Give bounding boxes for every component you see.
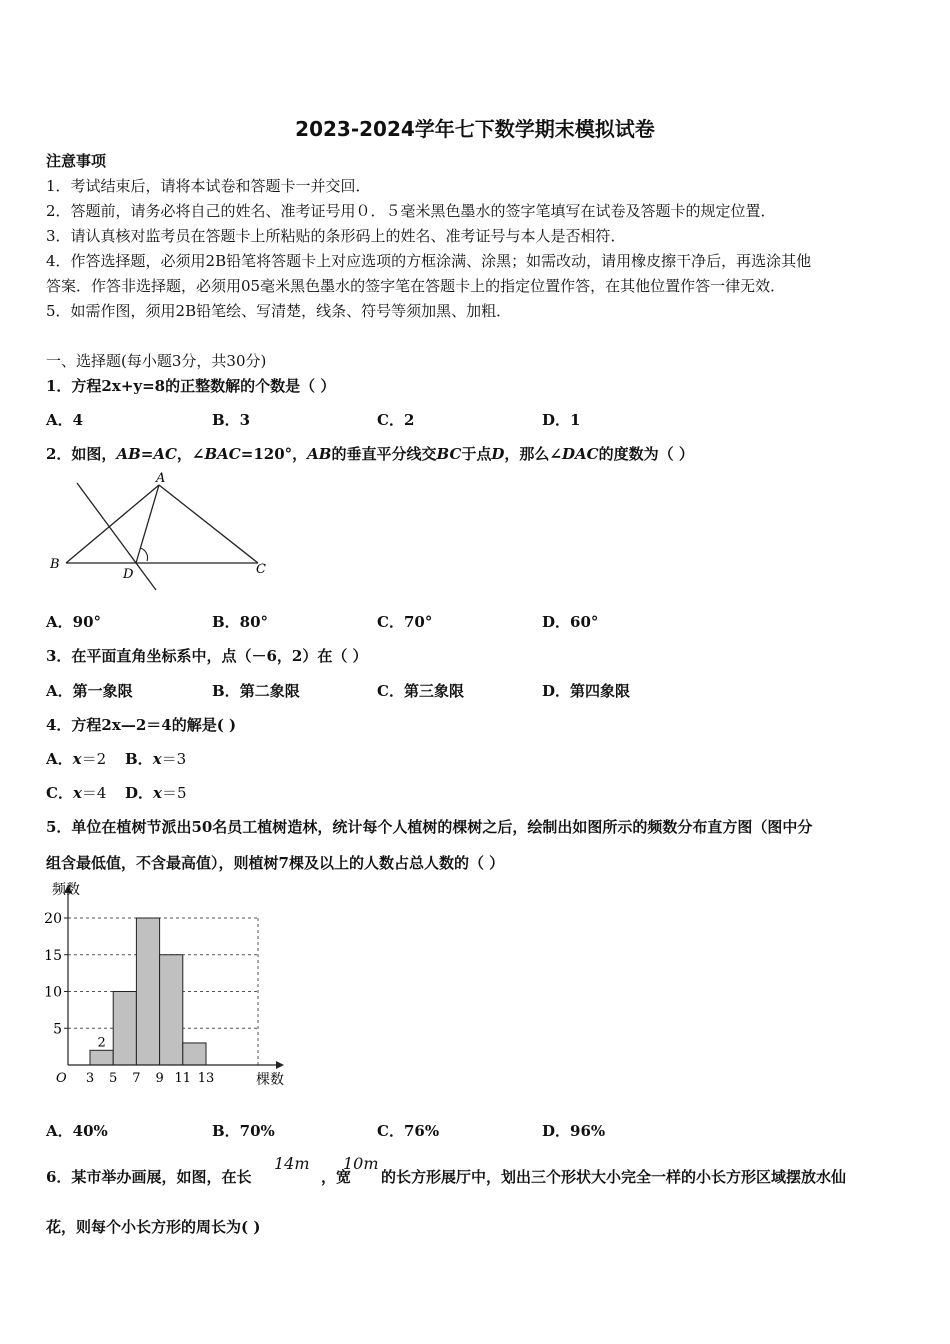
- x-tick-label: 3: [85, 1071, 95, 1086]
- histogram-bar: [160, 955, 183, 1065]
- q6-stem-part1: 6．某市举办画展，如图，在长: [46, 1168, 252, 1186]
- option-letter: C．: [377, 682, 404, 700]
- option-var: x: [72, 784, 82, 802]
- q5-option-b: B．70%: [212, 1122, 275, 1140]
- histogram-bar: [183, 1043, 206, 1065]
- option-var: x: [72, 750, 82, 768]
- option-value: ＝2: [81, 750, 107, 768]
- q5-stem-line2: 组含最低值，不含最高值），则植树7棵及以上的人数占总人数的（ ）: [46, 854, 505, 872]
- q2-stem-math: D: [491, 445, 505, 463]
- option-var: x: [153, 784, 162, 802]
- q2-stem-math: AB: [307, 445, 332, 463]
- option-var: x: [152, 750, 162, 768]
- q4-stem: 4．方程2x—2＝4的解是( ): [46, 716, 237, 734]
- x-axis-label: 棵数: [256, 1072, 284, 1088]
- option-value: ＝5: [161, 784, 187, 802]
- q2-stem-math: BAC: [204, 445, 241, 463]
- y-tick-label: 5: [53, 1021, 62, 1038]
- q5-stem-line1: 5．单位在植树节派出50名员工植树造林，统计每个人植树的棵树之后，绘制出如图所示的频数分布直方图（图中分: [46, 818, 813, 836]
- x-tick-label: 7: [132, 1071, 141, 1086]
- q3-option-a: [46, 681, 133, 701]
- label-d: D: [123, 567, 134, 582]
- q2-stem-text: =120°，: [240, 445, 308, 463]
- option-text: 第三象限: [403, 682, 464, 700]
- option-letter: B．: [212, 682, 240, 700]
- origin-label: O: [56, 1071, 67, 1086]
- notice-item: 4．作答选择题，必须用2B铅笔将答题卡上对应选项的方框涂满、涂黑；如需改动，请用橡皮擦干净后，再选涂其他: [46, 252, 812, 270]
- q5-histogram: [40, 878, 300, 1093]
- option-text: 第二象限: [239, 682, 300, 700]
- q5-option-c: C．76%: [377, 1122, 440, 1140]
- y-axis-label: 频数: [52, 882, 80, 898]
- q2-stem-text: ，∠: [176, 445, 205, 463]
- option-text: 第一象限: [72, 682, 133, 700]
- q6-stem-part3: 的长方形展厅中，划出三个形状大小完全一样的小长方形区域摆放水仙: [381, 1168, 847, 1186]
- q2-stem-math: AB=AC: [116, 445, 177, 463]
- label-a: A: [156, 471, 166, 486]
- q2-stem-text: 的度数为（ ）: [598, 445, 694, 463]
- q2-triangle-figure: [44, 470, 274, 595]
- x-axis-arrow: [276, 1061, 284, 1069]
- label-b: B: [50, 557, 60, 572]
- option-letter: A．: [46, 750, 73, 768]
- angle-mark: [140, 548, 148, 561]
- label-c: C: [256, 562, 266, 577]
- q2-stem-text: 的垂直平分线交: [331, 445, 437, 463]
- q2-option-d: D．60°: [542, 613, 599, 631]
- option-letter: C．: [46, 784, 73, 802]
- option-letter: B．: [125, 750, 153, 768]
- q3-option-d: [542, 681, 630, 701]
- q2-stem-text: 于点: [461, 445, 492, 463]
- q3-option-b: [212, 681, 300, 701]
- q5-option-d: D．96%: [542, 1122, 606, 1140]
- q1-option-b: B．3: [212, 411, 251, 429]
- option-letter: D．: [542, 682, 571, 700]
- q2-stem: [46, 444, 694, 464]
- x-tick-label: 5: [109, 1071, 118, 1086]
- option-value: ＝4: [81, 784, 107, 802]
- option-value: ＝3: [161, 750, 187, 768]
- q4-option-c: [46, 783, 106, 803]
- q6-length-value: 14m: [274, 1154, 310, 1173]
- q2-option-c: C．70°: [377, 613, 433, 631]
- q3-option-c: [377, 681, 464, 701]
- histogram-bar: [113, 992, 136, 1066]
- q1-option-d: D．1: [542, 411, 581, 429]
- notice-item: 2．答题前，请务必将自己的姓名、准考证号用０．５毫米黑色墨水的签字笔填写在试卷及答题卡的规定位置．: [46, 202, 776, 220]
- q2-stem-math: DAC: [562, 445, 599, 463]
- y-tick-label: 15: [44, 947, 62, 964]
- q5-option-a: A．40%: [46, 1122, 108, 1140]
- q3-stem: 3．在平面直角坐标系中，点（－6，2）在（ ）: [46, 647, 368, 665]
- q6-stem-part2: ，宽: [321, 1168, 352, 1186]
- q1-stem: 1．方程2x+y=8的正整数解的个数是（ ）: [46, 377, 336, 395]
- q1-option-a: A．4: [46, 411, 84, 429]
- page-title: 2023-2024学年七下数学期末模拟试卷: [295, 117, 655, 141]
- x-tick-label: 9: [155, 1071, 164, 1086]
- x-tick-label: 11: [174, 1071, 192, 1086]
- x-tick-label: 13: [197, 1071, 215, 1086]
- notice-item: 答案．作答非选择题，必须用05毫米黑色墨水的签字笔在答题卡上的指定位置作答，在其他位置作答一律无效．: [46, 277, 786, 295]
- notice-item: 1．考试结束后，请将本试卷和答题卡一并交回．: [46, 177, 371, 195]
- section-heading: 一、选择题(每小题3分，共30分): [46, 352, 267, 370]
- notice-item: 3．请认真核对监考员在答题卡上所粘贴的条形码上的姓名、准考证号与本人是否相符．: [46, 227, 626, 245]
- q2-option-b: B．80°: [212, 613, 269, 631]
- y-tick-label: 20: [44, 911, 62, 927]
- bar-annotation: 2: [97, 1035, 106, 1051]
- q2-stem-text: ，那么∠: [504, 445, 562, 463]
- q2-stem-math: BC: [436, 445, 462, 463]
- option-letter: D．: [125, 784, 154, 802]
- segment-ad: [136, 485, 159, 563]
- q4-option-b: [125, 749, 186, 769]
- q4-option-d: [125, 783, 187, 803]
- q1-option-c: C．2: [377, 411, 415, 429]
- notice-item: 5．如需作图，须用2B铅笔绘、写清楚，线条、符号等须加黑、加粗．: [46, 302, 512, 320]
- q6-stem-line2: 花，则每个小长方形的周长为( ): [46, 1218, 261, 1236]
- q2-option-a: A．90°: [46, 613, 102, 631]
- histogram-bar: [136, 918, 159, 1065]
- option-text: 第四象限: [570, 682, 631, 700]
- q4-option-a: [46, 749, 106, 769]
- q6-width-value: 10m: [343, 1154, 379, 1173]
- notice-heading: 注意事项: [46, 152, 107, 170]
- y-tick-label: 10: [44, 984, 62, 1001]
- histogram-bar: [90, 1050, 113, 1065]
- segment-ac: [159, 485, 258, 563]
- option-letter: A．: [46, 682, 73, 700]
- q2-stem-text: 2．如图，: [46, 445, 117, 463]
